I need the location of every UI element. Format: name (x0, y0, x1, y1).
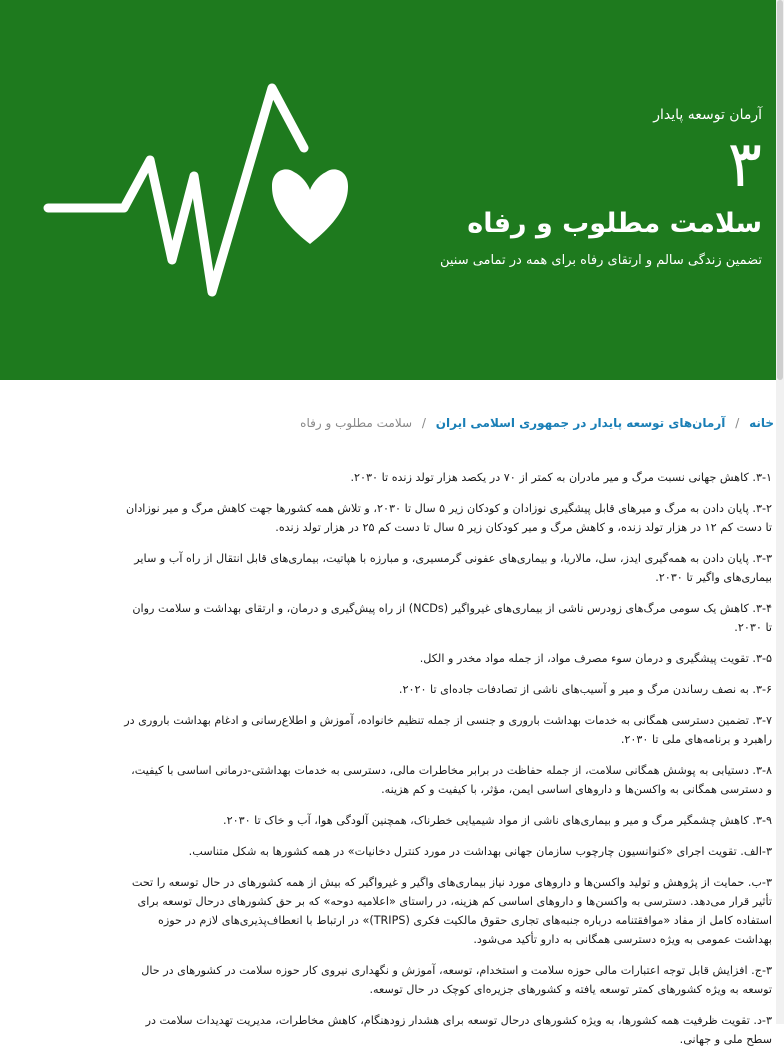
goal-subtitle: تضمین زندگی سالم و ارتقای رفاه برای همه در تمامی سنین (439, 253, 762, 268)
target-item: ۳-۲. پایان دادن به مرگ و میرهای قابل پیشگیری نوزادان و کودکان زیر ۵ سال تا ۲۰۳۰، و تلاش همه کشورها جهت کاهش مرگ و میر نوزادان تا دست کم ۱۲ در هزار تولد زنده، و کاهش مرگ و میر کودکان زیر ۵ سال تا دست کم ۲۵ در هزار تولد زنده. (126, 502, 772, 534)
target-item: ۳-ب. حمایت از پژوهش و تولید واکسن‌ها و داروهای مورد نیاز بیماری‌های واگیر و غیرواگیر که بیش از همه کشورهای در حال توسعه را تحت تأثیر قرار می‌دهد. دسترسی به واکسن‌ها و داروهای اساسی کم هزینه، در راستای «اعلامیه دوحه» که بر حق کشورهای درحال توسعه برای استفاده کامل از مفاد «موافقتنامه درباره جنبه‌های تجاری حقوق مالکیت فکری (TRIPS)» در ارتباط با انعطاف‌پذیری‌های لازم در حوزه بهداشت عمومی به ویژه دسترسی همگانی به دارو تأکید می‌شود. (131, 876, 772, 946)
target-item: ۳-۶. به نصف رساندن مرگ و میر و آسیب‌های ناشی از تصادفات جاده‌ای تا ۲۰۲۰. (398, 683, 772, 696)
target-item: ۳-۱. کاهش جهانی نسبت مرگ و میر مادران به کمتر از ۷۰ در یکصد هزار تولد زنده تا ۲۰۳۰. (350, 471, 772, 484)
target-item: ۳-۵. تقویت پیشگیری و درمان سوء مصرف مواد، از جمله مواد مخدر و الکل. (419, 652, 772, 665)
goal-number: ۳ (727, 128, 762, 202)
goal-hero-banner (0, 0, 776, 380)
page-scrollbar[interactable] (776, 0, 784, 1024)
target-item: ۳-الف. تقویت اجرای «کنوانسیون چارچوب سازمان جهانی بهداشت در مورد کنترل دخانیات» در همه کشورها به شکل متناسب. (188, 845, 772, 858)
target-item: ۳-۳. پایان دادن به همه‌گیری ایدز، سل، مالاریا، و بیماری‌های عفونی گرمسیری، و مبارزه با هپاتیت، بیماری‌های قابل انتقال از راه آب و سایر بیماری‌های واگیر تا ۲۰۳۰. (134, 552, 772, 584)
goal-header (342, 104, 762, 272)
breadcrumb-parent-link[interactable]: آرمان‌های توسعه پایدار در جمهوری اسلامی ایران (435, 416, 726, 430)
scrollbar-thumb[interactable] (777, 0, 783, 380)
heartbeat-heart-icon (42, 80, 362, 300)
goal-kicker: آرمان توسعه پایدار (653, 107, 762, 123)
breadcrumb (300, 413, 774, 433)
target-item: ۳-۹. کاهش چشمگیر مرگ و میر و بیماری‌های ناشی از مواد شیمیایی خطرناک، همچنین آلودگی هوا، آب و خاک تا ۲۰۳۰. (223, 814, 772, 827)
target-item: ۳-د. تقویت ظرفیت همه کشورها، به ویژه کشورهای درحال توسعه برای هشدار زودهنگام، کاهش مخاطرات، مدیریت تهدیدات سلامت در سطح ملی و جهانی. (145, 1014, 772, 1046)
breadcrumb-separator: / (421, 416, 426, 430)
target-item: ۳-ج. افزایش قابل توجه اعتبارات مالی حوزه سلامت و استخدام، توسعه، آموزش و نگهداری نیروی کار حوزه سلامت در کشورهای در حال توسعه به ویژه کشورهای کمتر توسعه یافته و کشورهای جزیره‌ای کوچک در حال توسعه. (141, 964, 772, 996)
target-item: ۳-۸. دستیابی به پوشش همگانی سلامت، از جمله حفاظت در برابر مخاطرات مالی، دسترسی به خدمات بهداشتی-درمانی اساسی با کیفیت، و دسترسی همگانی به واکسن‌ها و داروهای اساسی ایمن، مؤثر، با کیفیت و کم هزینه. (131, 764, 772, 796)
breadcrumb-home-link[interactable]: خانه (749, 416, 774, 430)
goal-targets-list (124, 468, 772, 1061)
breadcrumb-current: سلامت مطلوب و رفاه (300, 416, 413, 430)
goal-title: سلامت مطلوب و رفاه (467, 208, 762, 239)
target-item: ۳-۷. تضمین دسترسی همگانی به خدمات بهداشت باروری و جنسی از جمله تنظیم خانواده، آموزش و اطلاع‌رسانی و ادغام بهداشت باروری در راهبرد و برنامه‌های ملی تا ۲۰۳۰. (124, 714, 772, 746)
target-item: ۳-۴. کاهش یک سومی مرگ‌های زودرس ناشی از بیماری‌های غیرواگیر (NCDs) از راه پیش‌گیری و درمان، و ارتقای بهداشت و سلامت روان تا ۲۰۳۰. (132, 602, 772, 634)
breadcrumb-separator: / (735, 416, 740, 430)
